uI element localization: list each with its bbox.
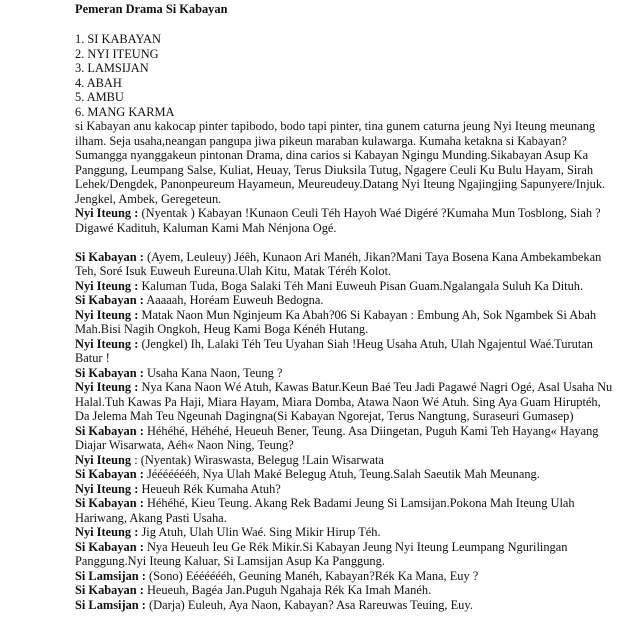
speaker-name: Nyi Iteung : — [75, 206, 139, 220]
speaker-name: Nyi Iteung : — [75, 380, 139, 394]
dialog-text: Heueuh Rék Kumaha Atuh? — [138, 481, 281, 496]
dialog-text: Kaluman Tuda, Boga Salaki Téh Mani Euweuh Pisan Guam.Ngalangala Suluh Ka Dituh. — [138, 278, 584, 293]
dialog-text: Jéééééééh, Nya Ulah Maké Belegug Atuh, Teung.Salah Saeutik Mah Meunang. — [143, 467, 540, 481]
dialog-line — [75, 569, 615, 584]
speaker-name: Si Kabayan : — [75, 293, 144, 307]
speaker-name: Si Kabayan : — [75, 583, 144, 597]
dialog-line — [75, 366, 615, 381]
dialog-text: : (Nyentak) Wiraswasta, Belegug !Lain Wisarwata — [131, 452, 384, 467]
speaker-name: Nyi Iteung : — [75, 336, 139, 351]
dialog-text: Nya Heueuh Ieu Ge Rék Mikir.Si Kabayan Jeung Nyi Iteung Leumpang Ngurilingan Panggung.Nyi Iteung Kaluar, Si Lamsijan Asup Ka Panggung. — [75, 539, 568, 568]
dialog-text: Usaha Kana Naon, Teung ? — [143, 365, 283, 380]
section-spacer — [75, 235, 615, 250]
cast-list — [75, 32, 615, 119]
dialog-line — [75, 308, 615, 337]
dialog-text: Aaaaah, Horéam Euweuh Bedogna. — [143, 293, 324, 307]
dialog-section — [75, 250, 615, 613]
dialog-text: (Ayem, Leuleuy) Jéêh, Kunaon Ari Manéh, Jikan?Mani Taya Bosena Kana Ambekambekan Teh, Soré Isuk Euweuh Eureuna.Ulah Kitu, Matak Téréh Kolot. — [75, 249, 602, 278]
speaker-name: Si Kabayan : — [75, 496, 144, 510]
speaker-name: Nyi Iteung : — [75, 525, 139, 539]
dialog-line — [75, 337, 615, 366]
dialog-line — [75, 467, 615, 482]
speaker-name: Nyi Iteung : — [75, 278, 139, 293]
dialog-text: (Jengkel) Ih, Lalaki Téh Teu Uyahan Siah !Heug Usaha Atuh, Ulah Ngajentul Waé.Turutan Batur ! — [75, 336, 593, 365]
speaker-name: Si Lamsijan : — [75, 597, 146, 612]
dialog-line — [75, 598, 615, 613]
speaker-name: Si Kabayan : — [75, 423, 144, 438]
speaker-name: Si Kabayan : — [75, 365, 144, 380]
dialog-text: Heueuh, Bagéa Jan.Puguh Ngahaja Rék Ka Imah Manéh. — [143, 583, 432, 597]
dialog-line — [75, 380, 615, 424]
dialog-text: Jig Atuh, Ulah Ulin Waé. Sing Mikir Hirup Téh. — [138, 525, 381, 539]
dialog-line — [75, 525, 615, 540]
cast-item: 1. SI KABAYAN — [75, 32, 161, 46]
dialog-line — [75, 293, 615, 308]
speaker-name: Si Lamsijan : — [75, 568, 146, 583]
dialog-line — [75, 279, 615, 294]
dialog-line — [75, 206, 615, 235]
cast-item: 3. LAMSIJAN — [75, 61, 149, 75]
speaker-name: Si Kabayan : — [75, 539, 144, 554]
dialog-text: Nya Kana Naon Wé Atuh, Kawas Batur.Keun Baé Teu Jadi Pagawé Nagri Ogé, Asal Usaha Nu Halal.Tuh Kawas Pa Haji, Miara Hayam, Miara Domba, Atawa Naon Wé Atuh. Sing Aya Guam Hiruptéh, Da Jelema Mah Teu Ngeunah Dagingna(Si Kabayan Ngorejat, Terus Nangtung, Suraseuri Gumasep) — [75, 380, 613, 423]
cast-item: 4. ABAH — [75, 75, 122, 90]
cast-item: 2. NYI ITEUNG — [75, 46, 159, 61]
page-title: Pemeran Drama Si Kabayan — [75, 2, 228, 16]
dialog-text: (Darja) Euleuh, Aya Naon, Kabayan? Asa Rareuwas Teuing, Euy. — [145, 597, 473, 612]
intro-paragraph: si Kabayan anu kakocap pinter tapibodo, bodo tapi pinter, tina gunem caturna jeung Nyi Iteung meunang ilham. Seja usaha,neangan pangupa jiwa pikeun maraban kulawarga. Kumaha ketakna si Kabayan?Sumangga nyanggakeun pintonan Drama, dina carios si Kabayan Ngingu Munding.Sikabayan Asup Ka Panggung, Leumpang Salse, Kuliat, Heuay, Terus Diuksila Tutug, Ngagere Ceuli Ku Bulu Hayam, Sirah Lehek/Dengdek, Panonpeureum Hayameun, Meureudeuy.Datang Nyi Iteung Ngajingjing Sapunyere/Injuk. Jengkel, Ambek, Geregeteun. — [75, 119, 606, 206]
dialog-text: Héhéhé, Kieu Teung. Akang Rek Badami Jeung Si Lamsijan.Pokona Mah Iteung Ulah Hariwang, Akang Pasti Usaha. — [75, 496, 575, 525]
dialog-line — [75, 583, 615, 598]
cast-item: 6. MANG KARMA — [75, 104, 175, 119]
dialog-line — [75, 540, 615, 569]
speaker-name: Nyi Iteung : — [75, 481, 139, 496]
cast-item: 5. AMBU — [75, 90, 124, 104]
dialog-line — [75, 250, 615, 279]
speaker-name: Nyi Iteung — [75, 452, 132, 467]
speaker-name: Nyi Iteung : — [75, 307, 139, 322]
dialog-line — [75, 424, 615, 453]
dialog-text: (Sono) Eééééééh, Geuning Manéh, Kabayan?Rék Ka Mana, Euy ? — [145, 568, 479, 583]
dialog-text: Matak Naon Mun Nginjeum Ka Abah?06 Si Kabayan : Embung Ah, Sok Ngambek Si Abah Mah.Bisi Nagih Ongkoh, Heug Kami Boga Kénéh Hutang. — [75, 307, 597, 336]
dialog-text: Héhéhé, Héhéhé, Heueuh Bener, Teung. Asa Diingetan, Puguh Kami Teh Hayang« Hayang Diajar Wisarwata, Aéh« Naon Ning, Teung? — [75, 423, 599, 452]
document-page — [75, 0, 615, 630]
dialog-line — [75, 482, 615, 497]
dialog-text: (Nyentak ) Kabayan !Kunaon Ceuli Téh Hayoh Waé Digéré ?Kumaha Mun Tosblong, Siah ?Digawé Kadituh, Kaluman Kami Mah Nénjona Ogé. — [75, 206, 601, 235]
speaker-name: Si Kabayan : — [75, 249, 144, 264]
speaker-name: Si Kabayan : — [75, 467, 144, 481]
dialog-line — [75, 496, 615, 525]
dialog-line — [75, 453, 615, 468]
